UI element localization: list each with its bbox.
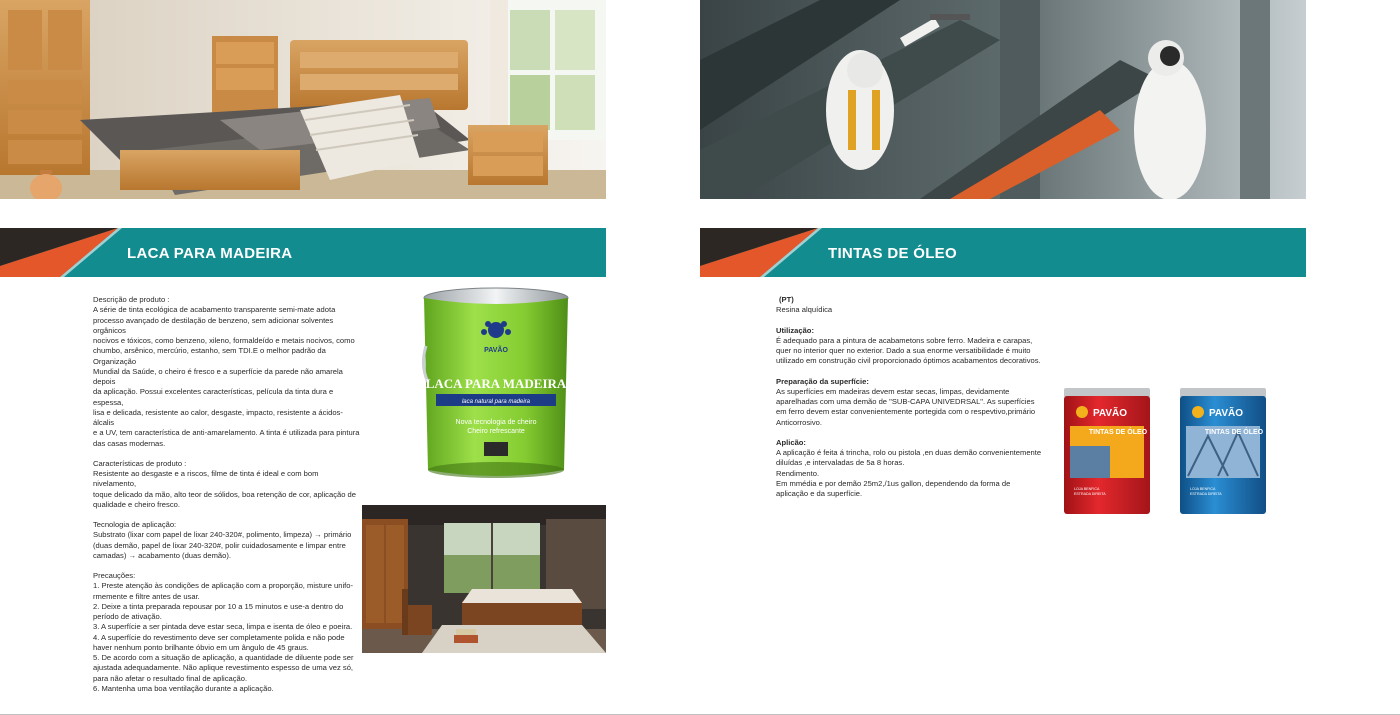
- application-heading: Aplicão:: [776, 437, 806, 447]
- red-can-title: TINTAS DE ÓLEO: [1088, 429, 1148, 436]
- description-body: A série de tinta ecológica de acabamento transparente semi-mate adota processo avançado de destilação de benzeno, sem adicionar solventes orgânicos nocivos e tóxicos, como benzeno, xileno, formaldeído e metais nocivos, como chumbo, arsênico, mercúrio, estanho, sem TDI.E o melhor padrão da Organização Mundial da Saúde, o cheiro é fresco e a superfície da parede não amarela depois da aplicação. Possui excelentes características, película da tinta dura e espessa, lisa e delicada, resistente ao calor, desgaste, impacto, resistente a ácidos-álcalis e a UV, tem característica de anti-amarelamento. A tinta é utilizada para pintura das casas modernas.: [93, 305, 360, 448]
- section-banner-oleo: [700, 228, 1306, 277]
- bedroom-photo: [0, 0, 606, 199]
- prep-body: As superfícies em madeiras devem estar secas, limpas, devidamente aparelhadas com uma demão de "SUB-CAPA UNIVEDRSAL". As superfícies em ferro devem estar convenientemente portegida com o respevtivo,primário Anticorrosivo.: [776, 386, 1036, 427]
- usage-heading: Utilização:: [776, 325, 814, 335]
- precautions-heading: Precauções:: [93, 571, 136, 580]
- red-can-footer2: ESTRADA DIREITA: [1074, 492, 1106, 496]
- characteristics-heading: Características de produto :: [93, 458, 187, 468]
- laca-can-title: LACA PARA MADEIRA: [425, 376, 567, 391]
- laca-can-line2: Cheiro refrescante: [467, 428, 525, 435]
- description-heading: Descrição de produto :: [93, 295, 170, 304]
- blue-can-footer2: ESTRADA DIREITA: [1190, 492, 1222, 496]
- section-banner-laca: [0, 228, 606, 277]
- resin-type: Resina alquídica: [776, 305, 833, 315]
- prep-heading: Preparação da superfície:: [776, 376, 869, 386]
- oleo-blue-paint-can: [1178, 386, 1268, 516]
- precautions-body: 1. Preste atenção às condições de aplicação com a proporção, misture unifo- rmemente e filtre antes de usar. 2. Deixe a tinta preparada repousar por 10 a 15 minutos e use-a dentro do período de ativação. 3. A superfície a ser pintada deve estar seca, limpa e isenta de óleo e poeira. 4. A superfície do revestimento deve ser completamente polida e não pode haver nenhum ponto brilhante óbvio em um ângulo de 45 graus. 5. De acordo com a situação de aplicação, a quantidade de diluente pode ser ajustada adequadamente. Não aplique revestimento espesso de uma vez só, para não afetar o resultado final de aplicação. 6. Mantenha uma boa ventilação durante a aplicação.: [93, 581, 354, 693]
- blue-can-footer1: LOJA BENFICA: [1190, 487, 1216, 491]
- blue-can-brand: PAVÃO: [1208, 408, 1244, 419]
- section-title-oleo: TINTAS DE ÓLEO: [828, 245, 957, 262]
- usage-body: É adequado para a pintura de acabametons sobre ferro. Madeira e carapas, quer no interior quer no exterior. Dado a sua enorme versatibilidade é muito utilizado em construção civil proporcionado óptimos acabamentos decorativos.: [776, 335, 1041, 366]
- characteristics-body: Resistente ao desgaste e a riscos, filme de tinta é ideal e com bom nivelamento, toque delicado da mão, alto teor de sólidos, boa retenção de cor, aplicação de qualidade e cheiro fresco.: [93, 469, 357, 509]
- laca-can-subtitle: laca natural para madeira: [461, 399, 531, 405]
- furniture-room-photo: [362, 505, 606, 653]
- oleo-description-block: [776, 295, 1066, 499]
- laca-can-brand: PAVÃO: [484, 347, 508, 354]
- oleo-red-paint-can: [1062, 386, 1152, 516]
- laca-paint-can: [418, 286, 574, 480]
- laca-can-line1: Nova tecnologia de cheiro: [455, 419, 537, 426]
- technology-heading: Tecnologia de aplicação:: [93, 520, 177, 529]
- technology-body: Substrato (lixar com papel de lixar 240-320#, polimento, limpeza) → primário (duas demão, papel de lixar 240-320#, polir cuidadosamente e limpar entre camadas) → acabamento (duas demão).: [93, 530, 352, 560]
- red-can-brand: PAVÃO: [1092, 408, 1128, 419]
- red-can-footer1: LOJA BENFICA: [1074, 487, 1100, 491]
- application-body: A aplicação é feita á trincha, rolo ou pistola ,en duas demão convenientemente diluídas ,e intervaladas de 5a 8 horas. Rendimento. Em mmédia e por demão 25m2,/1us gallon, dependendo da forma de aplicação e da superfície.: [776, 448, 1042, 498]
- industrial-painting-photo: [700, 0, 1306, 199]
- blue-can-title: TINTAS DE ÓLEO: [1204, 429, 1264, 436]
- pt-label: (PT): [779, 295, 794, 304]
- section-title-laca: LACA PARA MADEIRA: [127, 245, 293, 262]
- laca-description-block: [93, 295, 361, 694]
